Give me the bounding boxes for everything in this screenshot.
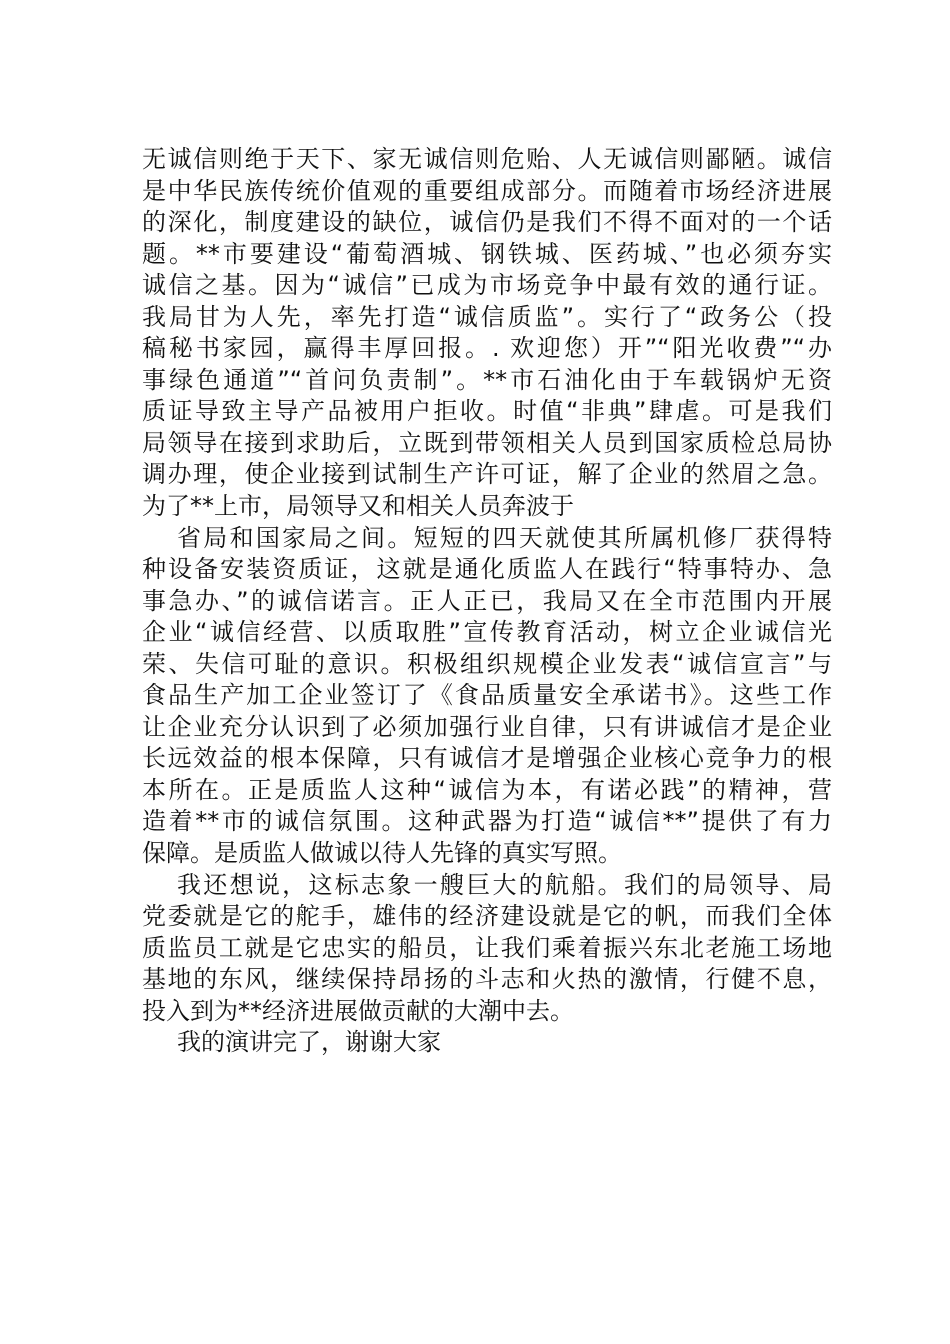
text-line: 我局甘为人先，率先打造“诚信质监”。实行了“政务公（投 [142,302,832,331]
text-line: 无诚信则绝于天下、家无诚信则危贻、人无诚信则鄙陋。诚信 [142,145,832,173]
text-line: 保障。是质监人做诚以待人先锋的真实写照。 [142,839,622,868]
text-line: 本所在。正是质监人这种“诚信为本，有诺必践”的精神，营 [142,775,832,804]
text-line: 是中华民族传统价值观的重要组成部分。而随着市场经济进展 [142,176,832,205]
text-line: 基地的东风，继续保持昂扬的斗志和火热的激情，行健不息， [142,965,832,994]
text-line: 事急办、”的诚信诺言。正人正已，我局又在全市范围内开展 [142,586,832,615]
text-line: 党委就是它的舵手，雄伟的经济建设就是它的帆，而我们全体 [142,902,832,931]
text-line: 让企业充分认识到了必须加强行业自律，只有讲诚信才是企业 [142,712,832,741]
text-line: 造着**市的诚信氛围。这种武器为打造“诚信**”提供了有力 [142,807,832,836]
text-line: 企业“诚信经营、以质取胜”宣传教育活动，树立企业诚信光 [142,618,832,647]
text-line: 投入到为**经济进展做贡献的大潮中去。 [142,996,574,1025]
text-line: 我的演讲完了，谢谢大家 [177,1028,441,1057]
text-line: 事绿色通道”“首问负责制”。**市石油化由于车载锅炉无资 [142,365,832,394]
text-line: 质证导致主导产品被用户拒收。时值“非典”肆虐。可是我们 [142,397,832,426]
text-line: 食品生产加工企业签订了《食品质量安全承诺书》。这些工作 [142,681,832,710]
text-line: 种设备安装资质证，这就是通化质监人在践行“特事特办、急 [142,555,832,584]
text-line: 质监员工就是它忠实的船员，让我们乘着振兴东北老施工场地 [142,933,832,962]
text-line: 省局和国家局之间。短短的四天就使其所属机修厂获得特 [177,523,832,552]
text-line: 为了**上市，局领导又和相关人员奔波于 [142,492,574,521]
body-text [142,144,832,1059]
text-line: 我还想说，这标志象一艘巨大的航船。我们的局领导、局 [177,870,832,899]
text-line: 的深化，制度建设的缺位，诚信仍是我们不得不面对的一个话 [142,208,832,237]
text-line: 长远效益的根本保障，只有诚信才是增强企业核心竞争力的根 [142,744,832,773]
text-line: 调办理，使企业接到试制生产许可证，解了企业的然眉之急。 [142,460,832,489]
text-line: 局领导在接到求助后，立既到带领相关人员到国家质检总局协 [142,428,832,457]
text-line: 荣、失信可耻的意识。积极组织规模企业发表“诚信宣言”与 [142,649,832,678]
text-line: 题。**市要建设“葡萄酒城、钢铁城、医药城、”也必须夯实 [142,239,832,268]
text-line: 诚信之基。因为“诚信”已成为市场竞争中最有效的通行证。 [142,271,832,300]
text-line: 稿秘书家园，赢得丰厚回报。. 欢迎您）开”“阳光收费”“办 [142,334,832,363]
